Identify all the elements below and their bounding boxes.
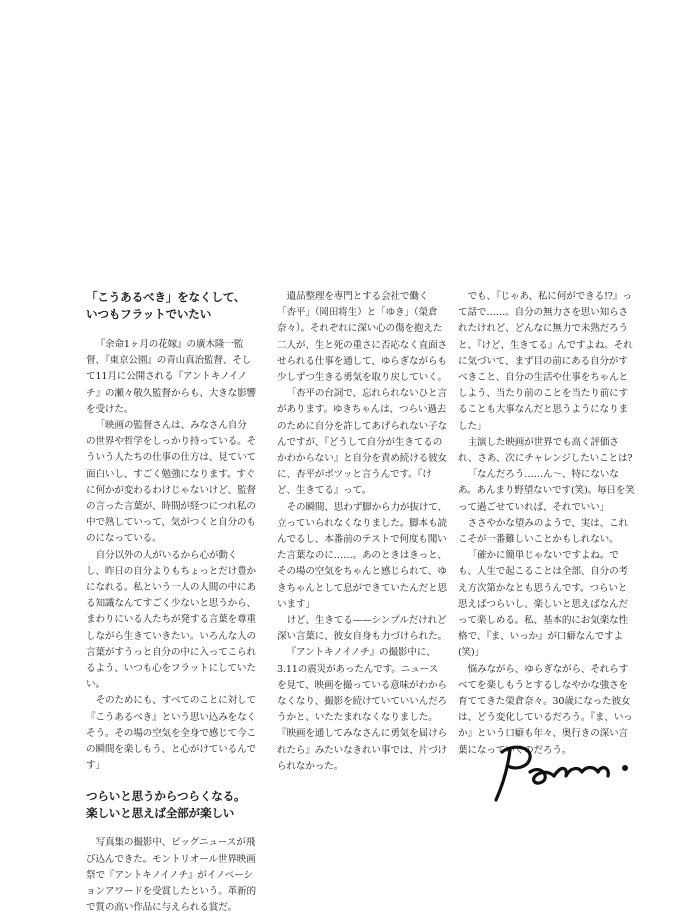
body-paragraph: そのためにも、すべてのことに対して『こうあるべき』という思い込みをなくそう。その場の空気を全身で感じて今この瞬間を楽しもう、と心がけているんです」 [86, 695, 256, 772]
body-paragraph: その瞬間、思わず脚から力が抜けて、立っていられなくなりました。脚本も読んでるし、本番前のテストで何度も聞いた言葉なのに……。あのときはきっと、その場の空気をちゃんと感じられて、ゆきちゃんとして息ができていたんだと思います」 [277, 501, 447, 610]
column-1 [86, 289, 256, 917]
body-paragraph: 「映画の監督さんは、みなさん自分の世界や哲学をしっかり持っている。そういう人たちの仕事の仕方は、見ていて面白いし、すごく勉強になります。すぐに何かが変わるわけじゃないけど、監督の言った言葉が、時間が経つにつれ私の中で熟していって、気がつくと自分のものになっている。 [86, 420, 256, 545]
section-heading-2-line-1: つらいと思うからつらくなる。 [86, 789, 246, 804]
body-paragraph: 写真集の撮影中、ビッグニュースが飛び込んできた。モントリオール世界映画祭で『アントキノイノチ』がイノベーションアワードを受賞したという。革新的で質の高い作品に与えられる賞だ。 [86, 837, 256, 914]
section-heading-1-line-1: 「こうあるべき」をなくして、 [86, 290, 246, 304]
section-heading-2 [86, 788, 256, 822]
body-paragraph: 「確かに簡単じゃないですよね。でも、人生で起こることは全部、自分の考え方次第かなとも思うんです。つらいと思えばつらいし、楽しいと思えばなんだって楽しめる。私、基本的にお気楽な性格で、『ま、いっか』が口癖なんですよ(笑)」 [458, 550, 628, 659]
body-paragraph: 悩みながら、ゆらぎながら、それらすべてを楽しもうとするしなやかな強さを育ててきた榮倉奈々。30歳になった彼女は、どう変化しているだろう。『ま、いっか』という口癖も年々、奥行きの深い言葉になっていくのだろう。 [458, 663, 633, 756]
body-paragraph: 『アントキノイノチ』の撮影中に、3.11の震災があったんです。ニュースを見て、映画を撮っている意味がわからなくなり、撮影を続けていていいんだろうかと、いたたまれなくなりました。『映画を通してみなさんに勇気を届けられたら』みたいなきれい事では、片づけられなかった。 [277, 647, 447, 772]
body-paragraph: ささやかな望みのようで、実は、これこそが一番難しいことかもしれない。 [458, 517, 628, 546]
body-paragraph: 「なんだろう……ん～、特にないなあ。あんまり野望ないです(笑)。毎日を笑って過ごせていれば、それでいい」 [458, 469, 635, 513]
body-paragraph: けど、生きてる——シンプルだけれど深い言葉に、彼女自身も力づけられた。 [277, 615, 447, 643]
section-heading-1-line-2: いつもフラットでいたい [86, 307, 212, 321]
column-2 [277, 289, 447, 775]
body-paragraph: 「杏平の台詞で、忘れられないひと言があります。ゆきちゃんは、つらい過去のために自分を許してあげられない子なんですが、『どうして自分が生きてるのかわからない』と自分を責め続ける彼女に、杏平がポツッと言うんです。『けど、生きてる』って。 [277, 388, 447, 497]
body-paragraph: 遺品整理を専門とする会社で働く「杏平」（岡田将生）と「ゆき」（榮倉奈々）。それぞれに深い心の傷を抱えた二人が、生と死の重さに否応なく直面させられる仕事を通して、ゆらぎながらも少しずつ生きる勇気を取り戻していく。 [277, 291, 447, 384]
section-heading-1 [86, 289, 256, 323]
body-paragraph: でも、『じゃあ、私に何ができる!?』って話で……。自分の無力さを思い知らされたけれど、どんなに無力で未熟だろうと、『けど、生きてる』んですよね。それに気づいて、まず目の前にある自分がすべきこと、自分の生活や仕事をちゃんとしよう、当たり前のことを当たり前にすることも大事なんだと思うようになりました」 [458, 291, 633, 432]
body-paragraph: 『余命1ヶ月の花嫁』の廣木隆一監督、『東京公園』の青山真治監督、そして11月に公開される『アントキノイノチ』の瀬々敬久監督からも、大きな影響を受けた。 [86, 339, 256, 415]
signature-icon [490, 738, 640, 806]
column-3 [458, 289, 636, 759]
body-paragraph: 自分以外の人がいるから心が動くし、昨日の自分よりもちょっとだけ豊かになれる。私という一人の人間の中にある知識なんてすごく少ないと思うから、まわりにいる人たちが発する言葉を尊重しながら生きていきたい。いろんな人の言葉がすうっと自分の中に入ってこられるよう、いつも心をフラットにしていたい。 [86, 549, 256, 691]
body-paragraph: 主演した映画が世界でも高く評価され、さあ、次にチャレンジしたいことは? [458, 436, 633, 465]
section-heading-2-line-2: 楽しいと思えば全部が楽しい [86, 806, 235, 821]
